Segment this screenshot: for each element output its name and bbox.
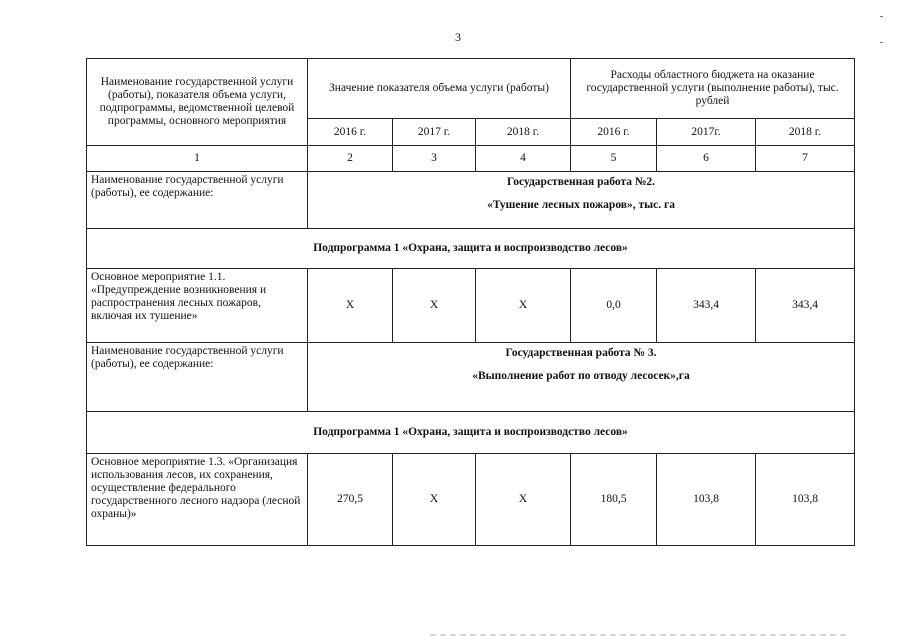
header-name-cell: Наименование государственной услуги (работы), показателя объема услуги, подпрограммы, ведомственной целевой программы, основного мероприятия [87, 59, 308, 146]
year-cell: 2016 г. [308, 119, 393, 146]
page-number: 3 [455, 30, 461, 44]
header-row-1 [87, 59, 855, 119]
scan-speck [880, 42, 883, 43]
column-number: 3 [393, 146, 476, 172]
value-cell: 343,4 [756, 269, 855, 343]
value-cell: Х [476, 454, 571, 546]
value-cell: Х [393, 454, 476, 546]
subprogram-title: Подпрограмма 1 «Охрана, защита и воспроизводство лесов» [87, 229, 855, 269]
column-number: 4 [476, 146, 571, 172]
year-cell: 2018 г. [476, 119, 571, 146]
value-cell: 103,8 [657, 454, 756, 546]
value-cell: 103,8 [756, 454, 855, 546]
header-expense-cell: Расходы областного бюджета на оказание государственной услуги (выполнение работы), тыс. рублей [571, 59, 855, 119]
scan-speck [880, 16, 883, 17]
value-cell: Х [308, 269, 393, 343]
gov-service-label: Наименование государственной услуги (работы), ее содержание: [87, 172, 308, 229]
gov-work-3-title: Государственная работа № 3. [505, 347, 657, 359]
year-cell: 2017 г. [393, 119, 476, 146]
measure-1-3-name: Основное мероприятие 1.3. «Организация использования лесов, их сохранения, осуществление федерального государственного лесного надзора (лесной охраны)» [87, 454, 308, 546]
value-cell: 180,5 [571, 454, 657, 546]
gov-work-2-subtitle: «Тушение лесных пожаров», тыс. га [487, 199, 675, 211]
measure-1-1-row [87, 269, 855, 343]
year-cell: 2016 г. [571, 119, 657, 146]
value-cell: 270,5 [308, 454, 393, 546]
scan-noise [430, 634, 850, 636]
column-number: 7 [756, 146, 855, 172]
value-cell: Х [393, 269, 476, 343]
year-cell: 2017г. [657, 119, 756, 146]
value-cell: 343,4 [657, 269, 756, 343]
column-number: 6 [657, 146, 756, 172]
subprogram-row [87, 229, 855, 269]
expense-table [86, 58, 855, 546]
subprogram-title: Подпрограмма 1 «Охрана, защита и воспроизводство лесов» [87, 412, 855, 454]
gov-work-2-title: Государственная работа №2. [506, 176, 656, 188]
gov-work-3-cell [308, 343, 855, 412]
measure-1-1-name: Основное мероприятие 1.1. «Предупреждение возникновения и распространения лесных пожаров, включая их тушение» [87, 269, 308, 343]
gov-work-3-row [87, 343, 855, 412]
gov-work-2-row [87, 172, 855, 229]
column-number: 2 [308, 146, 393, 172]
measure-1-3-row [87, 454, 855, 546]
column-number: 1 [87, 146, 308, 172]
value-cell: Х [476, 269, 571, 343]
header-volume-cell: Значение показателя объема услуги (работы) [308, 59, 571, 119]
subprogram-row [87, 412, 855, 454]
gov-service-label: Наименование государственной услуги (работы), ее содержание: [87, 343, 308, 412]
value-cell: 0,0 [571, 269, 657, 343]
column-numbers-row [87, 146, 855, 172]
year-cell: 2018 г. [756, 119, 855, 146]
gov-work-3-subtitle: «Выполнение работ по отводу лесосек»,га [472, 370, 690, 382]
column-number: 5 [571, 146, 657, 172]
gov-work-2-cell [308, 172, 855, 229]
